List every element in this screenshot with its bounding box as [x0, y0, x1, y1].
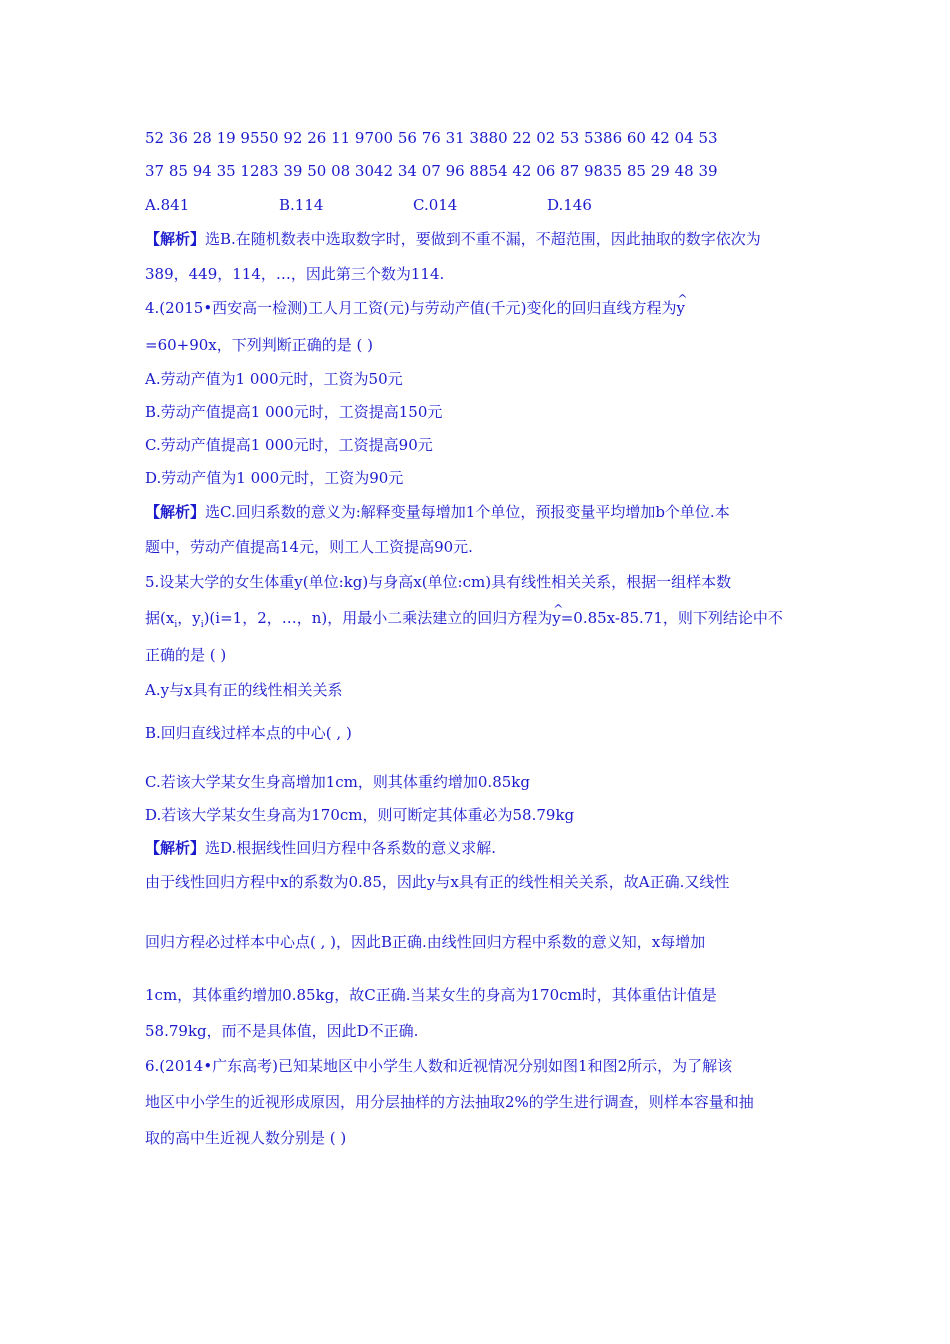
q4-option-d: D.劳动产值为1 000元时，工资为90元 [145, 469, 404, 487]
q5-option-b: B.回归直线过样本点的中心( , ) [145, 724, 352, 742]
q5-option-d: D.若该大学某女生身高为170cm，则可断定其体重必为58.79kg [145, 806, 575, 824]
q5-analysis-line-5: 58.79kg，而不是具体值，因此D不正确. [145, 1022, 419, 1040]
q3-analysis-text-1: 选B.在随机数表中选取数字时，要做到不重不漏，不超范围，因此抽取的数字依次为 [205, 230, 761, 248]
q5-analysis-line-4: 1cm，其体重约增加0.85kg，故C正确.当某女生的身高为170cm时，其体重估计值是 [145, 986, 717, 1004]
q3-option-b: B.114 [279, 196, 324, 214]
q3-analysis-line-2: 389，449，114，…，因此第三个数为114. [145, 265, 445, 283]
q4-option-b: B.劳动产值提高1 000元时，工资提高150元 [145, 403, 443, 421]
q5-stem-line-2 [145, 608, 810, 635]
q5-subscript-i-1: i [174, 620, 178, 630]
q5-stem-line-3: 正确的是 ( ) [145, 646, 227, 664]
q3-options [145, 195, 810, 215]
q3-option-a: A.841 [145, 196, 190, 214]
q3-option-c: C.014 [413, 196, 458, 214]
q5-y-hat: ^ y [552, 609, 560, 627]
q4-analysis-line-1 [145, 502, 810, 522]
q3-analysis-tag: 【解析】 [145, 230, 206, 248]
q3-analysis-line-1 [145, 229, 810, 249]
q4-analysis-tag: 【解析】 [145, 503, 206, 521]
q4-analysis-line-2: 题中，劳动产值提高14元，则工人工资提高90元. [145, 538, 473, 556]
q5-option-a: A.y与x具有正的线性相关关系 [145, 681, 343, 699]
q4-analysis-text-1: 选C.回归系数的意义为:解释变量每增加1个单位，预报变量平均增加b个单位.本 [205, 503, 730, 521]
q5-analysis-line-3: 回归方程必过样本中心点( , )，因此B正确.由线性回归方程中系数的意义知，x每增加 [145, 933, 706, 951]
q4-stem-text-1: 4.(2015•西安高一检测)工人月工资(元)与劳动产值(千元)变化的回归直线方程为 [145, 299, 677, 317]
q5-analysis-line-1 [145, 838, 810, 858]
random-table-row-2: 37 85 94 35 1283 39 50 08 3042 34 07 96 8854 42 06 87 9835 85 29 48 39 [145, 162, 718, 180]
q4-stem-line-1 [145, 298, 810, 318]
q5-option-c: C.若该大学某女生身高增加1cm，则其体重约增加0.85kg [145, 773, 530, 791]
q6-stem-line-3: 取的高中生近视人数分别是 ( ) [145, 1129, 347, 1147]
q5-analysis-line-2: 由于线性回归方程中x的系数为0.85，因此y与x具有正的线性相关关系，故A正确.又线性 [145, 873, 730, 891]
q5-stem-text-2a: 据(x [145, 609, 175, 627]
q5-stem-text-2d: =0.85x-85.71，则下列结论中不 [560, 609, 783, 627]
q4-option-c: C.劳动产值提高1 000元时，工资提高90元 [145, 436, 433, 454]
q5-analysis-tag: 【解析】 [145, 839, 206, 857]
q5-stem-line-1: 5.设某大学的女生体重y(单位:kg)与身高x(单位:cm)具有线性相关关系，根据一组样本数 [145, 573, 732, 591]
q4-y-hat: ^ y [676, 299, 684, 317]
q4-stem-line-2: =60+90x，下列判断正确的是 ( ) [145, 336, 374, 354]
q5-subscript-i-2: i [200, 620, 204, 630]
q5-stem-text-2b: ，y [177, 609, 201, 627]
q4-option-a: A.劳动产值为1 000元时，工资为50元 [145, 370, 403, 388]
q6-stem-line-2: 地区中小学生的近视形成原因，用分层抽样的方法抽取2%的学生进行调查，则样本容量和抽 [145, 1093, 754, 1111]
q5-stem-text-2c: )(i=1，2，…，n)，用最小二乘法建立的回归方程为 [203, 609, 553, 627]
q3-option-d: D.146 [547, 196, 592, 214]
q5-analysis-text-1: 选D.根据线性回归方程中各系数的意义求解. [205, 839, 497, 857]
random-table-row-1: 52 36 28 19 9550 92 26 11 9700 56 76 31 3880 22 02 53 5386 60 42 04 53 [145, 129, 718, 147]
q6-stem-line-1: 6.(2014•广东高考)已知某地区中小学生人数和近视情况分别如图1和图2所示，为了解该 [145, 1057, 733, 1075]
